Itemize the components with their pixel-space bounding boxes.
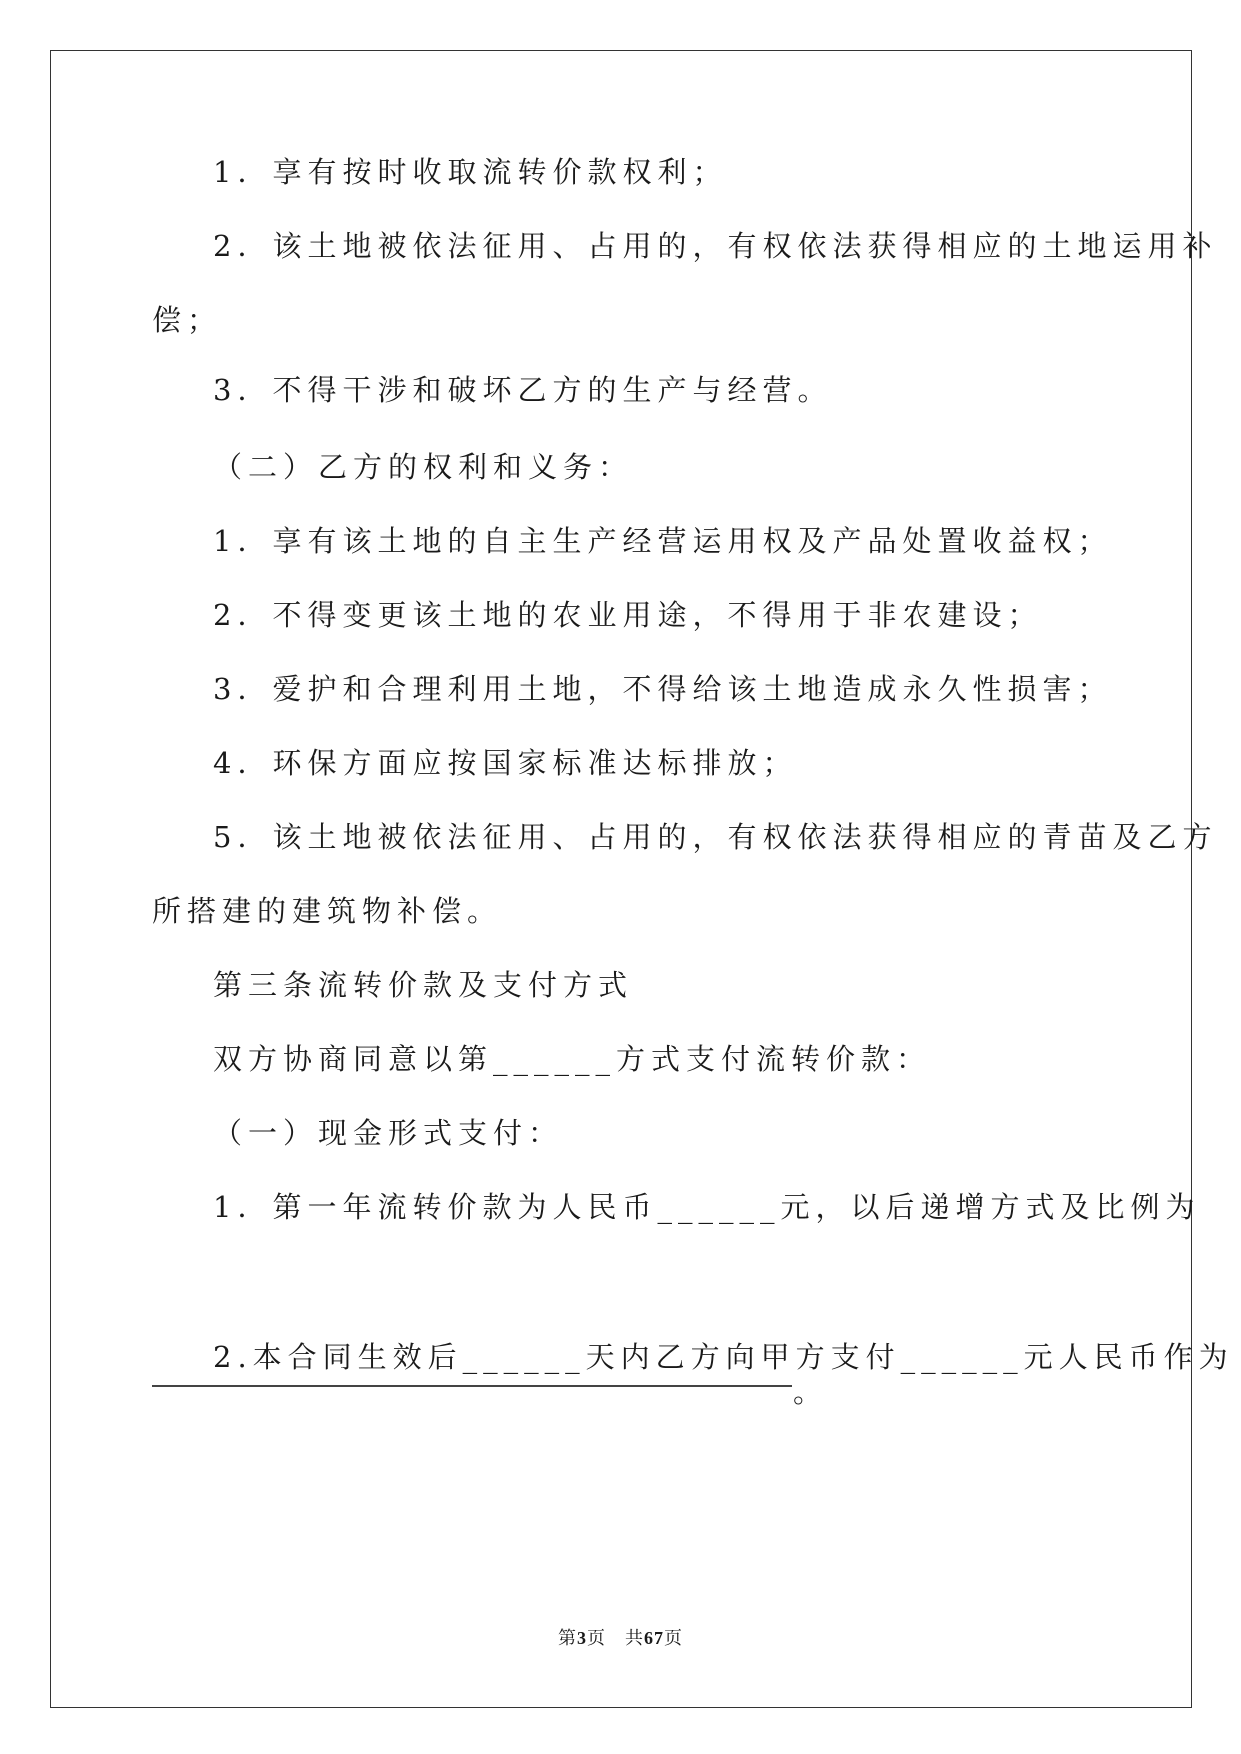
section-heading: （二）乙方的权利和义务：: [213, 450, 634, 484]
footer-suffix: 页: [664, 1628, 683, 1649]
text-line: 2．该土地被依法征用、占用的，有权依法获得相应的土地运用补: [213, 229, 1218, 263]
text-line: 3．不得干涉和破坏乙方的生产与经营。: [213, 373, 833, 407]
text-line: 1．享有该土地的自主生产经营运用权及产品处置收益权；: [213, 524, 1113, 558]
text-line: 偿；: [152, 303, 223, 337]
page-footer: [0, 1624, 1241, 1650]
text-line: 2.本合同生效后______天内乙方向甲方支付______元人民币作为: [213, 1340, 1234, 1374]
text-line: 2．不得变更该土地的农业用途，不得用于非农建设；: [213, 598, 1043, 632]
footer-total-pages: 67: [644, 1628, 664, 1648]
footer-prefix: 第: [558, 1628, 577, 1649]
text-line: 双方协商同意以第______方式支付流转价款：: [213, 1042, 932, 1076]
blank-end-mark: 。: [793, 1375, 823, 1409]
footer-mid: 页 共: [587, 1628, 644, 1649]
fill-in-blank: [152, 1385, 792, 1387]
section-heading: （一）现金形式支付：: [213, 1116, 564, 1150]
page-frame: [50, 50, 1192, 1708]
text-line: 1．第一年流转价款为人民币______元，以后递增方式及比例为: [213, 1190, 1201, 1224]
footer-page-number: 3: [577, 1628, 587, 1648]
text-line: 3．爱护和合理利用土地，不得给该土地造成永久性损害；: [213, 672, 1113, 706]
text-line: 5．该土地被依法征用、占用的，有权依法获得相应的青苗及乙方: [213, 820, 1218, 854]
text-line: 1．享有按时收取流转价款权利；: [213, 155, 728, 189]
text-line: 所搭建的建筑物补偿。: [152, 894, 503, 928]
text-line: 4．环保方面应按国家标准达标排放；: [213, 746, 798, 780]
article-heading: 第三条流转价款及支付方式: [213, 968, 634, 1002]
